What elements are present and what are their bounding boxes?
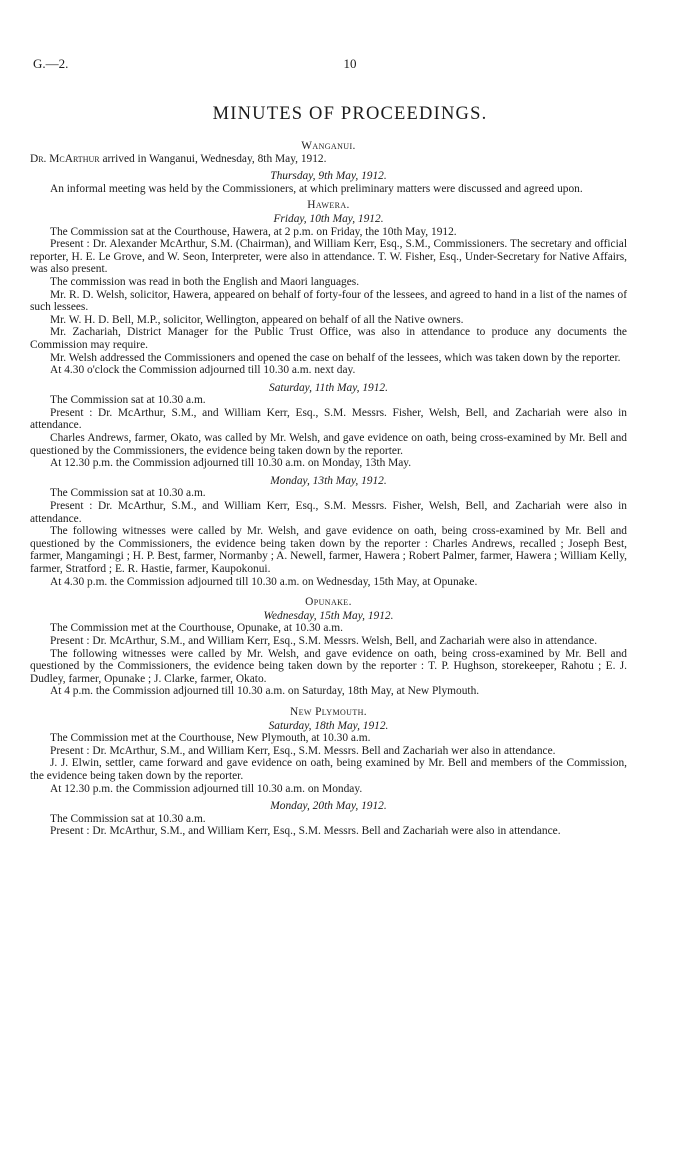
paragraph: Present : Dr. McArthur, S.M., and William Kerr, Esq., S.M. Messrs. Fisher, Welsh, Bell, and Zachariah were also in attendance. bbox=[30, 406, 627, 432]
paragraph: Mr. Welsh addressed the Commissioners and opened the case on behalf of the lessees, which was taken down by the reporter. bbox=[50, 351, 621, 364]
paragraph: At 4.30 o'clock the Commission adjourned till 10.30 a.m. next day. bbox=[50, 364, 356, 377]
paragraph: J. J. Elwin, settler, came forward and gave evidence on oath, being examined by Mr. Bell and members of the Commission, the evidence being taken down by the reporter. bbox=[30, 757, 627, 782]
paragraph: The commission was read in both the English and Maori languages. bbox=[50, 275, 360, 288]
place-heading-hawera: Hawera. bbox=[307, 199, 350, 212]
paragraph: An informal meeting was held by the Commissioners, at which preliminary matters were discussed and agreed upon. bbox=[50, 182, 583, 195]
paragraph: The Commission sat at the Courthouse, Hawera, at 2 p.m. on Friday, the 10th May, 1912. bbox=[50, 225, 457, 238]
place-heading-wanganui: Wanganui. bbox=[301, 140, 356, 152]
paragraph: Present : Dr. McArthur, S.M., and William Kerr, Esq., S.M. Messrs. Fisher, Welsh, Bell, and Zachariah were also in attendance. bbox=[30, 500, 627, 525]
paragraph: Present : Dr. McArthur, S.M., and William Kerr, Esq., S.M. Messrs. Bell and Zachariah were also in attendance. bbox=[50, 825, 561, 838]
paragraph: The Commission sat at 10.30 a.m. bbox=[50, 812, 206, 825]
page-title: MINUTES OF PROCEEDINGS. bbox=[212, 104, 488, 124]
paragraph: At 12.30 p.m. the Commission adjourned till 10.30 a.m. on Monday, 13th May. bbox=[50, 457, 412, 470]
place-heading-new-plymouth: New Plymouth. bbox=[289, 705, 368, 718]
date-heading: Wednesday, 15th May, 1912. bbox=[263, 609, 394, 622]
paragraph: At 12.30 p.m. the Commission adjourned till 10.30 a.m. on Monday. bbox=[50, 782, 363, 795]
paragraph: Present : Dr. McArthur, S.M., and William Kerr, Esq., S.M. Messrs. Welsh, Bell, and Zachariah were also in attendance. bbox=[50, 634, 598, 647]
arrival-paragraph bbox=[30, 153, 627, 166]
date-heading: Saturday, 18th May, 1912. bbox=[268, 719, 389, 732]
paragraph: The Commission met at the Courthouse, New Plymouth, at 10.30 a.m. bbox=[50, 732, 371, 745]
arrival-text: arrived in Wanganui, Wednesday, 8th May, 1912. bbox=[99, 152, 327, 165]
paragraph: The Commission sat at 10.30 a.m. bbox=[50, 394, 206, 407]
paragraph: The Commission sat at 10.30 a.m. bbox=[50, 487, 206, 500]
paragraph: Charles Andrews, farmer, Okato, was called by Mr. Welsh, and gave evidence on oath, being cross-examined by Mr. Bell and questioned by the Commissioners, the evidence being taken down by the reporter. bbox=[30, 432, 627, 457]
date-heading: Monday, 13th May, 1912. bbox=[270, 474, 387, 487]
paragraph: Mr. W. H. D. Bell, M.P., solicitor, Wellington, appeared on behalf of all the Native owners. bbox=[50, 313, 464, 326]
paragraph: Present : Dr. Alexander McArthur, S.M. (Chairman), and William Kerr, Esq., S.M., Commissioners. The secretary and official reporter, H. E. Le Grove, and W. Seon, Interpreter, were also in attendance. T. W. Fisher, Esq., Under-Secretary for Native Affairs, was also present. bbox=[30, 238, 627, 276]
paragraph: Present : Dr. McArthur, S.M., and William Kerr, Esq., S.M. Messrs. Bell and Zachariah wer also in attendance. bbox=[50, 744, 556, 757]
paragraph: The Commission met at the Courthouse, Opunake, at 10.30 a.m. bbox=[50, 622, 343, 635]
arrival-name: Dr. McArthur bbox=[30, 152, 100, 165]
page-number: 10 bbox=[343, 56, 357, 71]
paragraph: Mr. Zachariah, District Manager for the Public Trust Office, was also in attendance to produce any documents the Commission may require. bbox=[30, 326, 627, 351]
paragraph: Mr. R. D. Welsh, solicitor, Hawera, appeared on behalf of forty-four of the lessees, and agreed to hand in a list of the names of such lessees. bbox=[30, 288, 627, 314]
date-heading: Friday, 10th May, 1912. bbox=[273, 212, 384, 225]
minutes-body bbox=[30, 136, 627, 838]
paragraph: The following witnesses were called by Mr. Welsh, and gave evidence on oath, being cross-examined by Mr. Bell and questioned by the Commissioners, the evidence being taken down by the reporter : Charles Andrews, recalled ; Joseph Best, farmer, Mangamingi ; H. P. Best, farmer, Normanby ; A. Newell, farmer, Hawera ; Robert Palmer, farmer, Hawera ; William Kelly, farmer, Stratford ; E. R. Hastie, farmer, Kaupokonui. bbox=[30, 525, 627, 575]
place-heading-opunake: Opunake. bbox=[305, 596, 352, 609]
document-reference: G.—2. bbox=[33, 56, 69, 71]
date-heading: Thursday, 9th May, 1912. bbox=[270, 170, 387, 183]
date-heading: Saturday, 11th May, 1912. bbox=[269, 381, 388, 394]
date-heading: Monday, 20th May, 1912. bbox=[270, 800, 387, 813]
paragraph: At 4 p.m. the Commission adjourned till 10.30 a.m. on Saturday, 18th May, at New Plymouth. bbox=[50, 685, 480, 698]
paragraph: The following witnesses were called by Mr. Welsh, and gave evidence on oath, being cross-examined by Mr. Bell and questioned by the Commissioners, the evidence being taken down by the reporter : T. P. Hughson, storekeeper, Rahotu ; E. J. Dudley, farmer, Opunake ; J. Clarke, farmer, Okato. bbox=[30, 647, 627, 685]
paragraph: At 4.30 p.m. the Commission adjourned till 10.30 a.m. on Wednesday, 15th May, at Opunake. bbox=[50, 575, 478, 588]
